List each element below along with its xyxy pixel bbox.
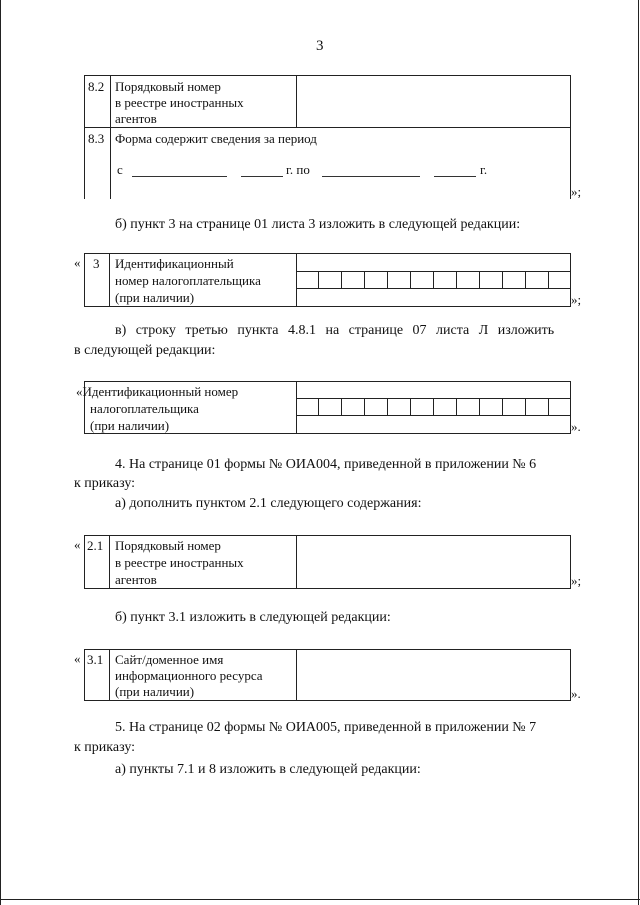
closing-quote: »;	[571, 292, 582, 307]
row-number: 2.1	[87, 538, 104, 553]
row-number: 8.3	[88, 131, 105, 146]
row-number: 8.2	[88, 79, 105, 94]
inn-digit-cells[interactable]	[296, 271, 571, 289]
paragraph: а) дополнить пунктом 2.1 следующего содержания:	[115, 496, 422, 511]
year-from-underline	[241, 176, 283, 177]
cell-label-line: Порядковый номер	[115, 538, 221, 553]
page-border-left	[0, 0, 1, 905]
cell-label-line: агентов	[115, 111, 157, 126]
row-number: 3	[93, 256, 100, 271]
paragraph: в следующей редакции:	[74, 343, 216, 358]
cell-label-line: (при наличии)	[90, 418, 170, 433]
page-number: 3	[316, 38, 324, 54]
cell-label-line: номер налогоплательщика	[115, 273, 261, 288]
page-border-bottom	[0, 899, 640, 900]
closing-quote: »;	[571, 573, 582, 588]
open-quote: «	[74, 537, 81, 552]
paragraph: к приказу:	[74, 476, 136, 491]
paragraph: 4. На странице 01 формы № ОИА004, приведенной в приложении № 6	[115, 457, 537, 472]
period-from-prefix: с	[117, 162, 123, 177]
cell-label: Форма содержит сведения за период	[115, 131, 317, 146]
date-from-underline	[132, 176, 227, 177]
inn-digit-cells[interactable]	[296, 398, 571, 416]
cell-label-line: налогоплательщика	[90, 401, 199, 416]
cell-label-line: агентов	[115, 572, 157, 587]
cell-label-line: Порядковый номер	[115, 79, 221, 94]
row-number: 3.1	[87, 652, 104, 667]
cell-label-line: в реестре иностранных	[115, 95, 244, 110]
closing-quote: ».	[571, 686, 581, 701]
date-to-underline	[322, 176, 420, 177]
closing-quote: »;	[571, 184, 582, 199]
cell-label-line: Идентификационный	[115, 256, 234, 271]
paragraph: 5. На странице 02 формы № ОИА005, приведенной в приложении № 7	[115, 720, 537, 735]
year-label-2: г.	[480, 162, 488, 177]
paragraph: в) строку третью пункта 4.8.1 на странице 07 листа Л изложить	[115, 323, 555, 338]
paragraph: б) пункт 3.1 изложить в следующей редакции:	[115, 610, 391, 625]
paragraph: б) пункт 3 на странице 01 листа 3 изложить в следующей редакции:	[115, 217, 521, 232]
year-to-underline	[434, 176, 476, 177]
year-label-1: г. по	[286, 162, 310, 177]
cell-label-line: (при наличии)	[115, 290, 195, 305]
closing-quote: ».	[571, 419, 581, 434]
cell-label-line: информационного ресурса	[115, 668, 263, 683]
cell-label-line: (при наличии)	[115, 684, 195, 699]
paragraph: к приказу:	[74, 740, 136, 755]
cell-label-line: в реестре иностранных	[115, 555, 244, 570]
open-quote: «	[74, 255, 81, 270]
page-border-right	[638, 0, 639, 905]
cell-label-line: «Идентификационный номер	[76, 384, 239, 399]
paragraph: а) пункты 7.1 и 8 изложить в следующей редакции:	[115, 762, 421, 777]
open-quote: «	[74, 651, 81, 666]
cell-label-line: Сайт/доменное имя	[115, 652, 224, 667]
